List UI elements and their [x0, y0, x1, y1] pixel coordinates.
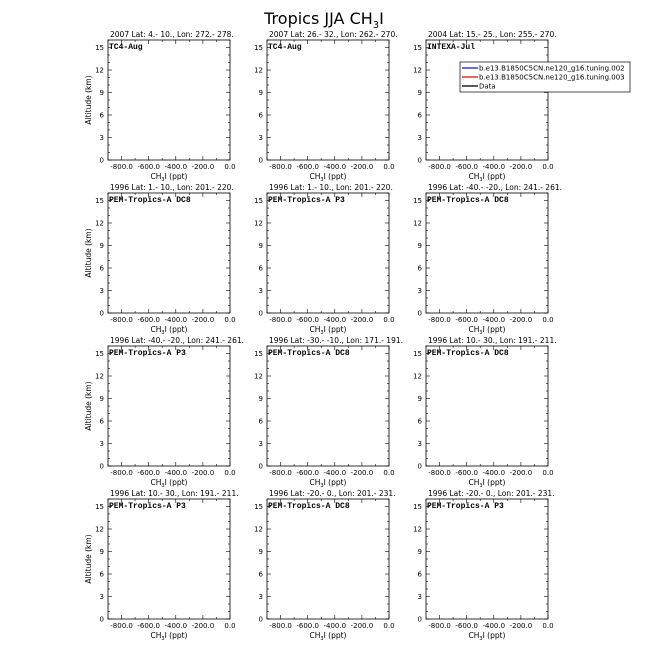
x-tick-label: -800.0: [269, 316, 292, 324]
x-tick-label: -400.0: [323, 469, 347, 477]
x-tick-label: -400.0: [164, 316, 188, 324]
plot-frame: [426, 193, 548, 313]
x-tick-label: -200.0: [509, 163, 533, 171]
y-tick-label: 6: [99, 570, 104, 579]
x-tick-label: -800.0: [269, 163, 292, 171]
x-axis-label: $CH_3I$ (ppt): [468, 478, 506, 489]
y-tick-label: 12: [254, 219, 263, 228]
y-tick-label: 9: [417, 395, 422, 403]
y-tick-label: 12: [413, 525, 422, 534]
x-tick-label: -600.0: [137, 622, 160, 630]
campaign-label: TC4-Aug: [268, 43, 302, 52]
y-tick-label: 3: [417, 440, 422, 448]
y-tick-label: 12: [95, 525, 104, 534]
x-tick-label: -600.0: [455, 163, 478, 171]
x-tick-label: -200.0: [191, 316, 215, 324]
plot-frame: [108, 193, 230, 313]
x-axis-label: $CH_3I$ (ppt): [468, 172, 506, 183]
x-tick-label: -200.0: [191, 163, 215, 171]
x-tick-label: -400.0: [482, 163, 506, 171]
x-tick-label: -600.0: [137, 163, 160, 171]
y-tick-label: 0: [258, 462, 263, 471]
chart-panel: [84, 336, 244, 489]
x-axis-label: $CH_3I$ (ppt): [309, 478, 347, 489]
chart-panel: [84, 489, 239, 642]
panel-header: 2004 Lat: 15.- 25., Lon: 255.- 270.: [428, 30, 557, 39]
x-axis-label: $CH_3I$ (ppt): [150, 172, 188, 183]
x-tick-label: 0.0: [542, 622, 554, 630]
y-tick-label: 0: [258, 309, 263, 318]
plot-frame: [426, 40, 548, 160]
y-tick-label: 6: [258, 111, 263, 120]
y-tick-label: 6: [417, 111, 422, 120]
x-axis-label: $CH_3I$ (ppt): [150, 325, 188, 336]
y-tick-label: 9: [417, 548, 422, 556]
y-tick-label: 3: [258, 440, 263, 448]
chart-panel: [413, 183, 562, 336]
x-tick-label: -200.0: [509, 622, 533, 630]
x-tick-label: 0.0: [383, 469, 395, 477]
y-tick-label: 0: [99, 156, 104, 165]
x-tick-label: -600.0: [455, 622, 478, 630]
panel-header: 1996 Lat: -20.- 0., Lon: 201.- 231.: [428, 489, 555, 498]
x-tick-label: 0.0: [224, 163, 236, 171]
y-tick-label: 0: [417, 462, 422, 471]
y-tick-label: 9: [258, 548, 263, 556]
x-tick-label: -600.0: [455, 469, 478, 477]
x-tick-label: 0.0: [224, 469, 236, 477]
chart-panel: [254, 336, 403, 489]
y-tick-label: 15: [413, 503, 422, 511]
y-tick-label: 6: [99, 264, 104, 273]
x-axis-label: $CH_3I$ (ppt): [468, 631, 506, 642]
chart-panel: [413, 489, 554, 642]
y-tick-label: 15: [95, 197, 104, 205]
y-tick-label: 9: [258, 395, 263, 403]
campaign-label: PEM-Tropics-A P3: [268, 196, 345, 205]
x-tick-label: -200.0: [350, 469, 374, 477]
x-tick-label: -400.0: [164, 622, 188, 630]
y-tick-label: 12: [95, 66, 104, 75]
y-tick-label: 6: [417, 264, 422, 273]
y-tick-label: 15: [254, 197, 263, 205]
panel-header: 1996 Lat: -30.- -10., Lon: 171.- 191.: [269, 336, 404, 345]
y-tick-label: 15: [95, 503, 104, 511]
chart-panel: [254, 30, 398, 183]
x-tick-label: 0.0: [224, 316, 236, 324]
y-tick-label: 15: [254, 44, 263, 52]
x-tick-label: -400.0: [482, 469, 506, 477]
chart-panel: [413, 30, 557, 183]
x-axis-label: $CH_3I$ (ppt): [309, 325, 347, 336]
campaign-label: PEM-Tropics-A DC8: [268, 502, 350, 511]
legend-label: b.e13.B1850C5CN.ne120_g16.tuning.002: [479, 64, 625, 73]
x-tick-label: 0.0: [383, 163, 395, 171]
panel-header: 2007 Lat: 26.- 32., Lon: 262.- 270.: [269, 30, 398, 39]
y-tick-label: 12: [413, 219, 422, 228]
y-tick-label: 15: [413, 44, 422, 52]
plot-frame: [108, 40, 230, 160]
y-tick-label: 3: [258, 593, 263, 601]
x-tick-label: -400.0: [323, 316, 347, 324]
x-tick-label: -200.0: [509, 469, 533, 477]
x-tick-label: -200.0: [191, 622, 215, 630]
chart-panel: [413, 336, 557, 489]
y-tick-label: 0: [258, 156, 263, 165]
campaign-label: TC4-Aug: [109, 43, 143, 52]
y-tick-label: 12: [254, 525, 263, 534]
x-tick-label: -800.0: [110, 622, 133, 630]
panel-header: 1996 Lat: -40.- -20., Lon: 241.- 261.: [428, 183, 563, 192]
y-tick-label: 0: [417, 156, 422, 165]
x-tick-label: -400.0: [164, 163, 188, 171]
y-tick-label: 3: [417, 287, 422, 295]
x-tick-label: -400.0: [323, 622, 347, 630]
x-tick-label: -800.0: [110, 469, 133, 477]
y-tick-label: 15: [95, 350, 104, 358]
x-tick-label: -400.0: [164, 469, 188, 477]
x-tick-label: 0.0: [383, 316, 395, 324]
title-tail: I: [379, 9, 384, 28]
y-tick-label: 15: [254, 350, 263, 358]
y-tick-label: 3: [258, 287, 263, 295]
x-tick-label: -200.0: [509, 316, 533, 324]
plot-frame: [267, 346, 389, 466]
y-tick-label: 0: [417, 309, 422, 318]
x-tick-label: -800.0: [428, 622, 451, 630]
y-tick-label: 3: [99, 440, 104, 448]
y-tick-label: 15: [95, 44, 104, 52]
x-tick-label: -600.0: [296, 163, 319, 171]
x-tick-label: 0.0: [224, 622, 236, 630]
x-tick-label: -800.0: [428, 163, 451, 171]
x-tick-label: -800.0: [110, 163, 133, 171]
x-tick-label: -400.0: [482, 622, 506, 630]
y-tick-label: 12: [95, 219, 104, 228]
y-tick-label: 6: [99, 111, 104, 120]
y-tick-label: 6: [99, 417, 104, 426]
y-tick-label: 12: [95, 372, 104, 381]
y-tick-label: 0: [99, 462, 104, 471]
y-tick-label: 3: [99, 134, 104, 142]
y-tick-label: 12: [254, 372, 263, 381]
y-tick-label: 12: [413, 66, 422, 75]
x-axis-label: $CH_3I$ (ppt): [309, 631, 347, 642]
y-tick-label: 15: [413, 197, 422, 205]
x-tick-label: -200.0: [350, 316, 374, 324]
y-tick-label: 3: [99, 593, 104, 601]
panel-header: 1996 Lat: -40.- -20., Lon: 241.- 261.: [110, 336, 245, 345]
x-tick-label: -600.0: [296, 469, 319, 477]
panel-header: 1996 Lat: 10.- 30., Lon: 191.- 211.: [428, 336, 557, 345]
x-tick-label: -600.0: [137, 316, 160, 324]
chart-panel: [84, 30, 236, 183]
campaign-label: PEM-Tropics-A DC8: [427, 349, 509, 358]
y-tick-label: 9: [99, 395, 104, 403]
y-tick-label: 3: [417, 593, 422, 601]
x-tick-label: -800.0: [428, 469, 451, 477]
x-tick-label: 0.0: [542, 469, 554, 477]
panel-header: 1996 Lat: 1.- 10., Lon: 201.- 220.: [269, 183, 393, 192]
figure-title: [263, 9, 384, 31]
y-tick-label: 3: [99, 287, 104, 295]
y-tick-label: 9: [99, 89, 104, 97]
y-tick-label: 6: [258, 570, 263, 579]
campaign-label: PEM-Tropics-A P3: [109, 349, 186, 358]
y-tick-label: 9: [258, 242, 263, 250]
x-tick-label: -600.0: [296, 316, 319, 324]
campaign-label: PEM-Tropics-A DC8: [268, 349, 350, 358]
x-tick-label: -400.0: [482, 316, 506, 324]
y-axis-label: Altitude (km): [84, 75, 93, 125]
x-tick-label: -600.0: [455, 316, 478, 324]
panel-header: 2007 Lat: 4.- 10., Lon: 272.- 278.: [110, 30, 234, 39]
y-tick-label: 0: [417, 615, 422, 624]
chart-panel: [84, 183, 236, 336]
y-tick-label: 9: [417, 242, 422, 250]
legend: [460, 62, 630, 92]
x-tick-label: 0.0: [542, 163, 554, 171]
y-tick-label: 6: [258, 264, 263, 273]
x-tick-label: -800.0: [110, 316, 133, 324]
plot-frame: [267, 193, 389, 313]
title-subscript: 3: [372, 20, 380, 31]
panel-header: 1996 Lat: 10.- 30., Lon: 191.- 211.: [110, 489, 239, 498]
x-tick-label: -800.0: [269, 469, 292, 477]
plot-frame: [267, 499, 389, 619]
x-axis-label: $CH_3I$ (ppt): [150, 478, 188, 489]
chart-panel: [254, 183, 394, 336]
y-tick-label: 6: [417, 417, 422, 426]
y-tick-label: 15: [413, 350, 422, 358]
campaign-label: PEM-Tropics-A DC8: [427, 196, 509, 205]
y-axis-label: Altitude (km): [84, 534, 93, 584]
y-tick-label: 9: [99, 242, 104, 250]
y-tick-label: 12: [254, 66, 263, 75]
plot-frame: [108, 346, 230, 466]
x-tick-label: -200.0: [350, 622, 374, 630]
y-tick-label: 6: [417, 570, 422, 579]
y-tick-label: 3: [417, 134, 422, 142]
x-tick-label: -800.0: [428, 316, 451, 324]
x-tick-label: -600.0: [296, 622, 319, 630]
x-axis-label: $CH_3I$ (ppt): [150, 631, 188, 642]
y-tick-label: 3: [258, 134, 263, 142]
y-tick-label: 6: [258, 417, 263, 426]
campaign-label: PEM-Tropics-A P3: [109, 502, 186, 511]
y-tick-label: 12: [413, 372, 422, 381]
y-tick-label: 0: [99, 309, 104, 318]
campaign-label: PEM-Tropics-A DC8: [109, 196, 191, 205]
plot-frame: [426, 346, 548, 466]
x-tick-label: -600.0: [137, 469, 160, 477]
legend-label: Data: [479, 82, 496, 91]
x-axis-label: $CH_3I$ (ppt): [468, 325, 506, 336]
y-tick-label: 9: [417, 89, 422, 97]
y-tick-label: 0: [99, 615, 104, 624]
y-axis-label: Altitude (km): [84, 228, 93, 278]
campaign-label: INTEXA-Jul: [427, 43, 476, 52]
campaign-label: PEM-Tropics-A P3: [427, 502, 504, 511]
chart-panel: [254, 489, 395, 642]
x-tick-label: -800.0: [269, 622, 292, 630]
x-tick-label: 0.0: [542, 316, 554, 324]
y-tick-label: 9: [99, 548, 104, 556]
title-main: Tropics JJA CH: [264, 9, 373, 28]
plot-frame: [426, 499, 548, 619]
plot-frame: [267, 40, 389, 160]
legend-label: b.e13.B1850C5CN.ne120_g16.tuning.003: [479, 73, 625, 82]
x-axis-label: $CH_3I$ (ppt): [309, 172, 347, 183]
y-axis-label: Altitude (km): [84, 381, 93, 431]
plot-frame: [108, 499, 230, 619]
x-tick-label: 0.0: [383, 622, 395, 630]
y-tick-label: 9: [258, 89, 263, 97]
x-tick-label: -200.0: [191, 469, 215, 477]
y-tick-label: 15: [254, 503, 263, 511]
x-tick-label: -200.0: [350, 163, 374, 171]
x-tick-label: -400.0: [323, 163, 347, 171]
panel-header: 1996 Lat: -20.- 0., Lon: 201.- 231.: [269, 489, 396, 498]
y-tick-label: 0: [258, 615, 263, 624]
panel-grid: [84, 30, 562, 642]
panel-header: 1996 Lat: 1.- 10., Lon: 201.- 220.: [110, 183, 234, 192]
